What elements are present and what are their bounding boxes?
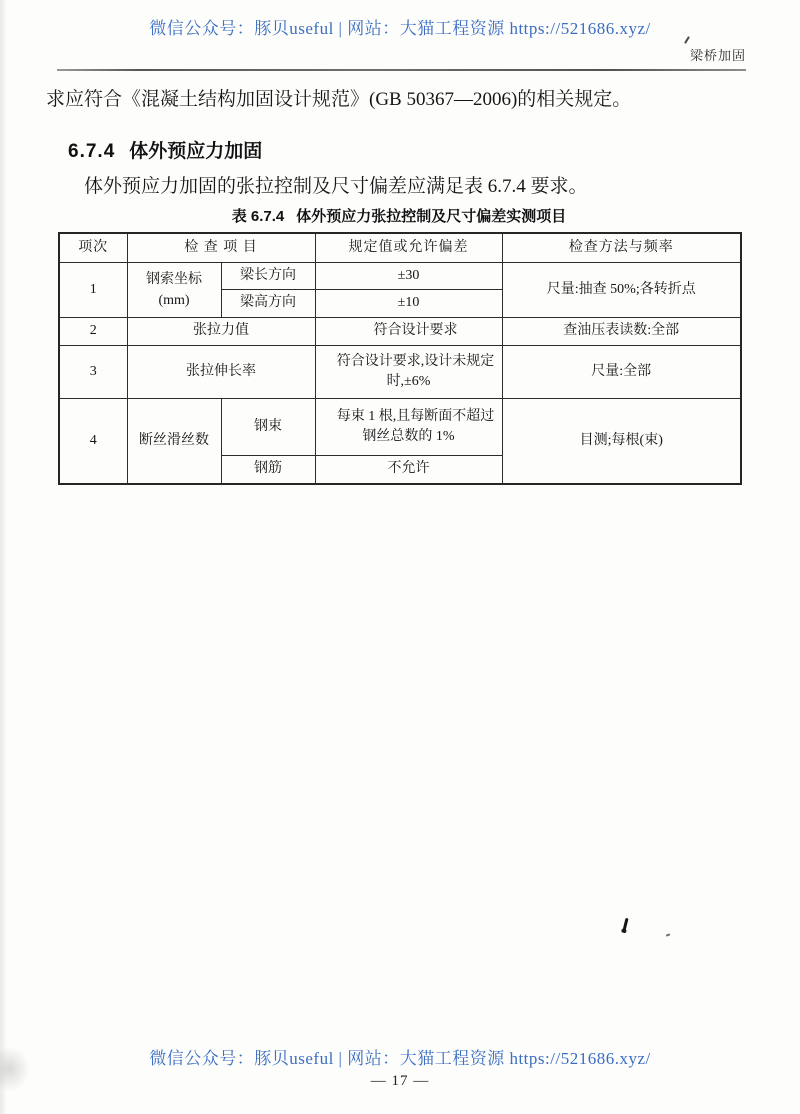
page-number: — 17 — [370, 1073, 430, 1089]
header-promo-text: 微信公众号：豚贝useful | 网站：大猫工程资源 https://521686.xyz/ [149, 19, 651, 38]
table-caption-label: 表 6.7.4 [231, 208, 285, 225]
section-number: 6.7.4 [68, 141, 116, 162]
table-header-row [59, 233, 741, 262]
table-row-3 [59, 345, 741, 398]
col-header-item-no: 项次 [59, 233, 127, 262]
row4-method: 目测;每根(束) [502, 398, 741, 484]
row4-sub1-value: 每束 1 根,且每断面不超过钢丝总数的 1% [315, 398, 502, 455]
row1-no: 1 [59, 262, 127, 317]
inspection-table [58, 232, 742, 485]
col-header-check-item: 检 查 项 目 [127, 233, 315, 262]
row4-sub2-value: 不允许 [315, 455, 502, 484]
row2-no: 2 [59, 317, 127, 345]
row3-value: 符合设计要求,设计未规定时,±6% [315, 345, 502, 398]
section-heading [68, 140, 752, 164]
row1-sub2-value: ±10 [315, 289, 502, 317]
page-footer [0, 1048, 800, 1090]
row2-method: 查油压表读数:全部 [502, 317, 741, 345]
row4-no: 4 [59, 398, 127, 484]
row4-sub2-label: 钢筋 [221, 455, 315, 484]
row3-no: 3 [59, 345, 127, 398]
row1-sub1-value: ±30 [315, 262, 502, 289]
row1-method: 尺量:抽查 50%;各转折点 [502, 262, 741, 317]
row2-item: 张拉力值 [127, 317, 315, 345]
row1-item-unit: (mm) [158, 292, 190, 308]
intro-paragraph: 求应符合《混凝土结构加固设计规范》(GB 50367—2006)的相关规定。 [46, 89, 632, 110]
row3-method: 尺量:全部 [502, 345, 741, 398]
table-caption-title: 体外预应力张拉控制及尺寸偏差实测项目 [296, 208, 567, 225]
body-paragraph: 体外预应力加固的张拉控制及尺寸偏差应满足表 6.7.4 要求。 [84, 176, 588, 197]
row1-sub1-label: 梁长方向 [221, 262, 315, 289]
table-caption [52, 207, 746, 227]
col-header-allowed-deviation: 规定值或允许偏差 [315, 233, 502, 262]
row4-sub1-label: 钢束 [221, 398, 315, 455]
row1-sub2-label: 梁高方向 [221, 289, 315, 317]
table-row-4a [59, 398, 741, 455]
header-divider [57, 69, 746, 71]
table-row-1a [59, 262, 741, 289]
footer-promo-text: 微信公众号：豚贝useful | 网站：大猫工程资源 https://521686.xyz/ [149, 1049, 651, 1068]
page-content [0, 86, 800, 485]
running-head: 梁桥加固 [689, 48, 746, 63]
row1-item [127, 262, 221, 317]
page-header [0, 0, 800, 71]
row3-item: 张拉伸长率 [127, 345, 315, 398]
section-title: 体外预应力加固 [129, 141, 263, 162]
scan-artifact-pen-mark [622, 918, 628, 931]
row4-item: 断丝滑丝数 [127, 398, 221, 484]
scan-artifact-speck [666, 933, 670, 936]
table-row-2 [59, 317, 741, 345]
row2-value: 符合设计要求 [315, 317, 502, 345]
col-header-method-frequency: 检查方法与频率 [502, 233, 741, 262]
row1-item-name: 钢索坐标 [146, 271, 202, 287]
